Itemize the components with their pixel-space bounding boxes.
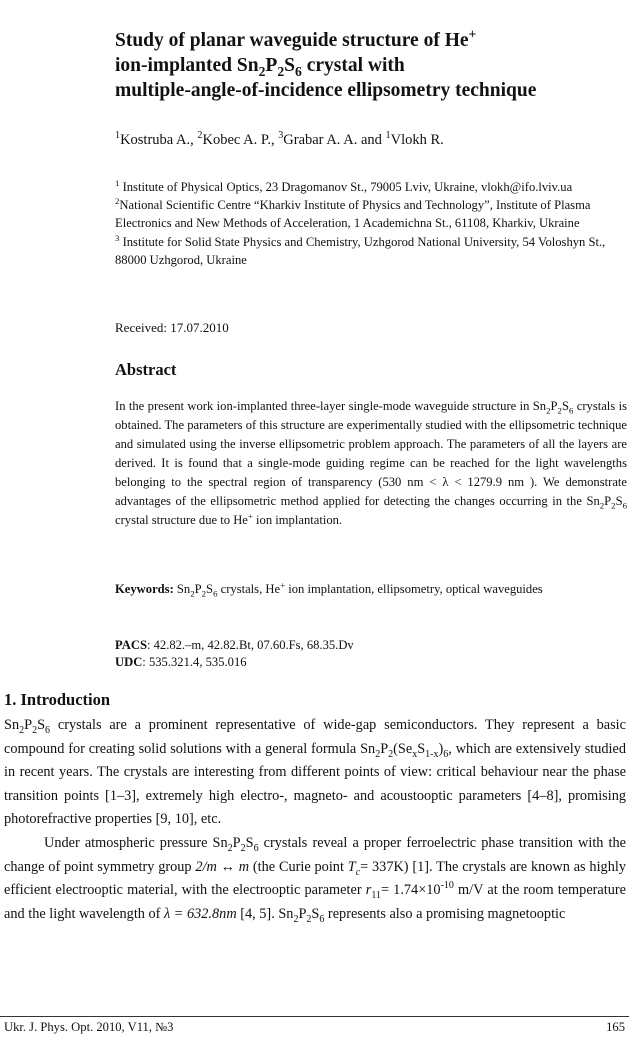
journal-citation: Ukr. J. Phys. Opt. 2010, V11, №3 <box>4 1020 174 1034</box>
spectral-range: (530 nm < λ < 1279.9 nm ). <box>378 475 538 489</box>
keywords: Keywords: $Sn_2P_2S_6$ crystals, He+ ion implantation, ellipsometry, optical waveguides <box>115 579 543 599</box>
introduction-body <box>4 714 626 926</box>
footer-divider <box>0 1016 629 1017</box>
introduction-heading: 1. Introduction <box>4 690 111 709</box>
point-group: 2/m ↔ m <box>195 858 250 875</box>
author-list: $^1$Kostruba A., $^2$Kobec A. P., $^3$Grabar A. A. and $^1$Vlokh R. <box>115 130 444 148</box>
affiliation-3: $^3$ Institute for Solid State Physics and Chemistry, Uzhgorod National University, 54 Voloshyn St., 88000 Uzhgorod, Ukraine <box>115 232 606 267</box>
paragraph-1: $Sn_2P_2S_6$ crystals are a prominent representative of wide-gap semiconductors. They represent a basic compound for creating solid solutions with a general formula $Sn_2P_2(Se_xS_{1-x})_6$, which are extensively studied in recent years. The crystals are interesting from different points of view: critical behaviour near the phase transition points [1–3], extremely high electro-, magneto- and acoustooptic parameters [4–8], promising photorefractive properties [9, 10], etc. <box>4 717 626 828</box>
pacs-udc: PACS: 42.82.–m, 42.82.Bt, 07.60.Fs, 68.35.Dv UDC: 535.321.4, 535.016 <box>115 638 354 669</box>
affiliation-2: $^2$National Scientific Centre “Kharkiv Institute of Physics and Technology”, Institute of Plasma Electronics and New Methods of Acceleration, 1 Academichna St., 61108, Kharkiv, Ukraine <box>115 196 591 231</box>
paper-title: Study of planar waveguide structure of He+ ion-implanted $Sn_2P_2S_6$ crystal with multiple-angle-of-incidence ellipsometry technique <box>115 26 537 101</box>
page-number: 165 <box>606 1020 625 1034</box>
affiliation-1: $^1$ Institute of Physical Optics, 23 Dragomanov St., 79005 Lviv, Ukraine, vlokh@ifo.lviv.ua <box>115 177 573 194</box>
abstract-text: In the present work ion-implanted three-layer single-mode waveguide structure in $Sn_2P_2S_6$ crystals is obtained. The parameters of this structure are experimentally studied with the ellipsometric technique and simulated using the inverse ellipsometric problem approach. The parameters of all the layers are derived. It is found that a single-mode guiding regime can be reached for the light wavelengths belonging to the spectral region of transparency (530 nm < λ < 1279.9 nm ). We demonstrate advantages of the ellipsometric method applied for detecting the changes occurring in the $Sn_2P_2S_6$ crystal structure due to He+ ion implantation. <box>115 399 627 527</box>
received-date: Received: 17.07.2010 <box>115 320 229 335</box>
abstract-heading: Abstract <box>115 360 177 379</box>
paragraph-2: Under atmospheric pressure $Sn_2P_2S_6$ crystals reveal a proper ferroelectric phase transition with the change of point symmetry group 2/m ↔ m (the Curie point $T_c= 337K$) [1]. The crystals are known as highly efficient electrooptic material, with the electrooptic parameter $r_{11}= 1.74\times 10^{-10}$ m/V at the room temperature and the light wavelength of λ = 632.8nm [4, 5]. $Sn_2P_2S_6$ represents also a promising magnetooptic <box>4 834 627 925</box>
affiliations <box>115 178 620 269</box>
